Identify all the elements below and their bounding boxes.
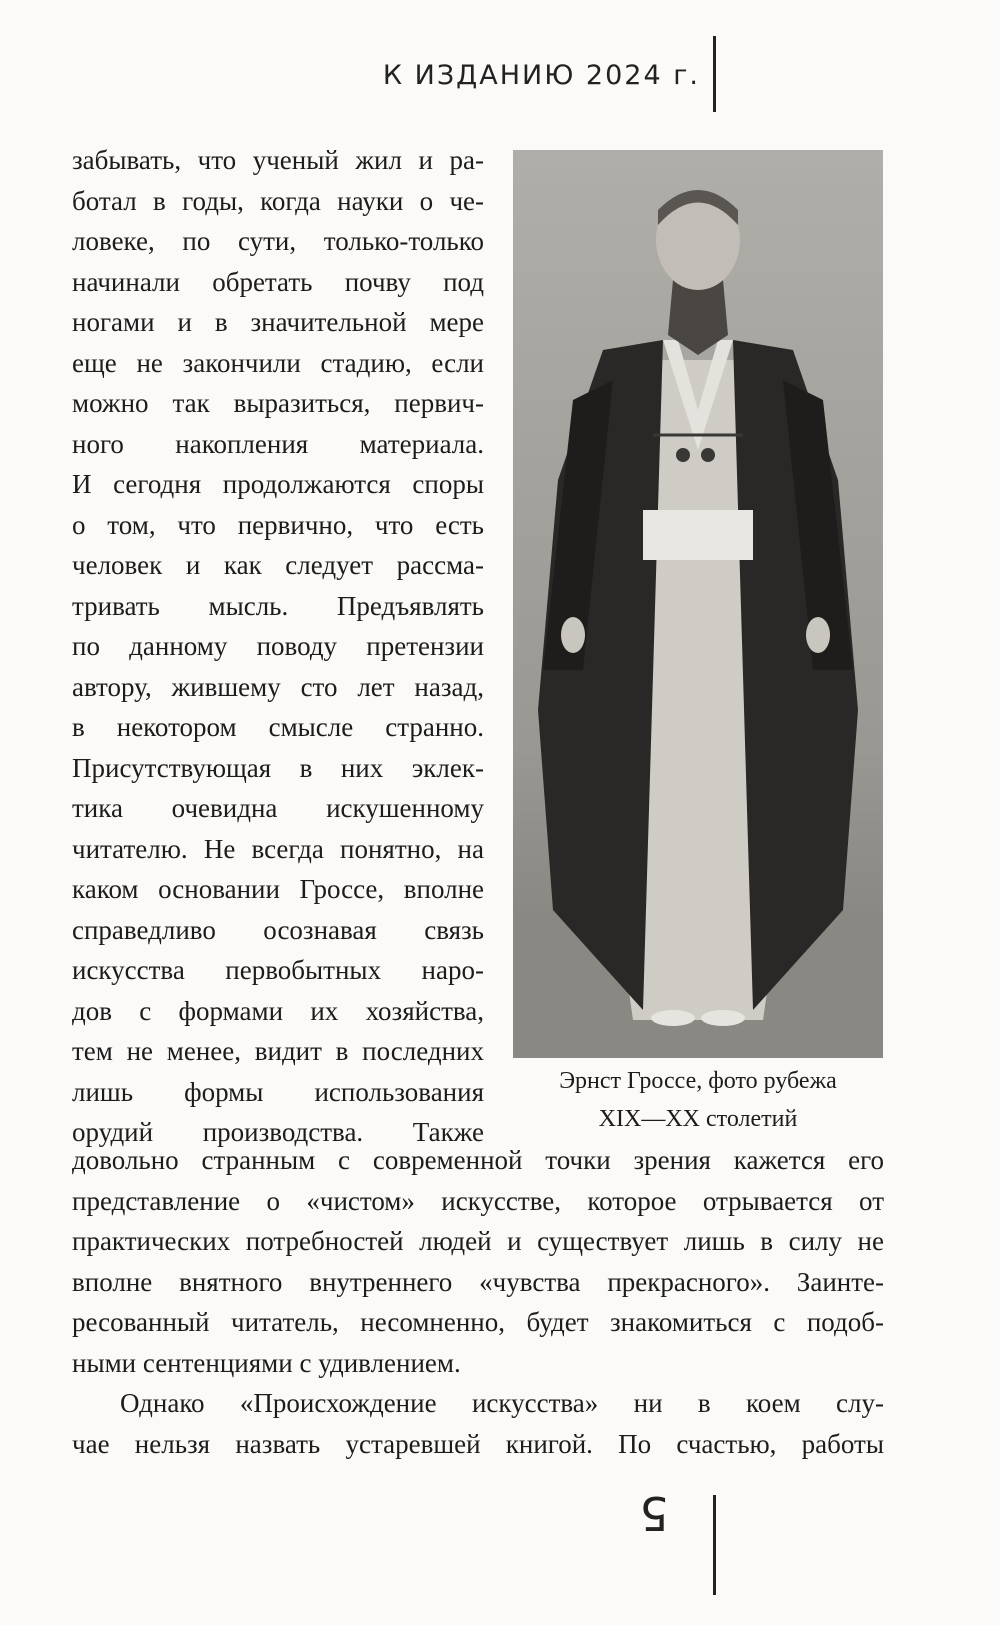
text-line: еще не закончили стадию, если <box>72 347 484 378</box>
text-line: чае нельзя назвать устаревшей книгой. По счастью, работы <box>72 1428 884 1459</box>
text-line: каком основании Гроссе, вполне <box>72 874 484 904</box>
text-line: ными сентенциями с удивлением. <box>72 1347 461 1378</box>
text-line: представление о «чистом» искусстве, которое отрывается от <box>72 1185 884 1216</box>
text-line: тем не менее, видит в последних <box>72 1036 484 1066</box>
text-line: тика очевидна искушенному <box>72 793 484 823</box>
caption-line: Эрнст Гроссе, фото рубежа <box>559 1068 837 1094</box>
text-line: лишь формы использования <box>72 1076 484 1107</box>
text-line: по данному поводу претензии <box>72 631 484 661</box>
text-line: человек и как следует рассма- <box>72 550 484 580</box>
text-line: дов с формами их хозяйства, <box>72 995 484 1026</box>
text-line: ного накопления материала. <box>72 428 484 459</box>
text-line: практических потребностей людей и существует лишь в силу не <box>72 1226 884 1256</box>
text-line: ловеке, по сути, только-только <box>72 226 484 256</box>
text-line: читателю. Не всегда понятно, на <box>72 833 484 864</box>
text-line: И сегодня продолжаются споры <box>72 469 484 499</box>
figure-caption <box>513 1062 883 1138</box>
text-line: автору, жившему сто лет назад, <box>72 671 484 702</box>
text-line: о том, что первично, что есть <box>72 509 484 540</box>
text-line: Присутствующая в них эклек- <box>72 752 484 783</box>
text-line: орудий производства. Также <box>72 1117 484 1147</box>
portrait-photo <box>513 150 883 1058</box>
caption-line: XIX—XX столетий <box>598 1106 798 1132</box>
full-width-text <box>72 1140 884 1464</box>
text-line: искусства первобытных наро- <box>72 955 484 985</box>
text-line: Однако «Происхождение искусства» ни в коем слу- <box>120 1388 884 1418</box>
portrait-illustration <box>513 150 883 1058</box>
portrait-figure <box>513 150 883 1058</box>
text-line: ресованный читатель, несомненно, будет знакомиться с подоб- <box>72 1307 884 1337</box>
text-line: вполне внятного внутреннего «чувства прекрасного». Заинте- <box>72 1266 884 1297</box>
text-line: ногами и в значительной мере <box>72 307 484 337</box>
text-line: ботал в годы, когда науки о че- <box>72 185 484 216</box>
text-line: справедливо осознавая связь <box>72 914 484 945</box>
text-line: начинали обретать почву под <box>72 266 484 297</box>
text-line: в некотором смысле странно. <box>72 712 484 742</box>
header-rule <box>713 36 716 112</box>
page-number: 5 <box>639 1486 669 1540</box>
text-line: тривать мысль. Предъявлять <box>72 590 484 621</box>
text-line: довольно странным с современной точки зрения кажется его <box>72 1145 884 1175</box>
text-line: можно так выразиться, первич- <box>72 388 484 418</box>
column-text <box>72 140 484 1153</box>
footer-rule <box>713 1495 716 1595</box>
running-title: К ИЗДАНИЮ 2024 г. <box>382 60 700 91</box>
text-line: забывать, что ученый жил и ра- <box>72 145 484 175</box>
